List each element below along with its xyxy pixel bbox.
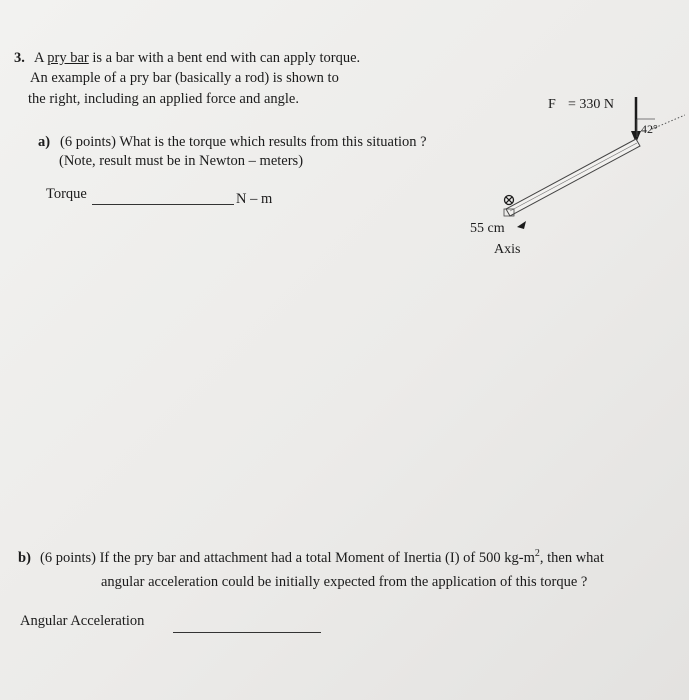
part-b-label: b) [18,550,31,566]
part-b-text-1-main: (6 points) If the pry bar and attachment had a total Moment of Inertia (I) of 500 kg-m [40,550,535,566]
torque-answer-unit: N – m [236,191,273,207]
angular-acceleration-label: Angular Acceleration [20,613,145,629]
part-a-label: a) [38,134,51,150]
torque-answer-blank[interactable] [92,204,234,205]
question-line-2: An example of a pry bar (basically a rod) is shown to [30,70,339,86]
question-number: 3. [14,50,25,66]
part-b-text-1-end: , then what [539,550,604,566]
pry-bar-centerline [510,143,637,211]
part-a-text-2: (Note, result must be in Newton – meters) [59,153,304,169]
force-label: F [548,97,556,112]
question-line-1-prefix: A [34,50,44,66]
angle-label: 42° [641,122,658,136]
part-b-exponent: 2 [534,548,540,560]
torque-answer-label: Torque [46,186,87,202]
angular-acceleration-blank[interactable] [173,632,321,633]
part-b-text-2: angular acceleration could be initially expected from the application of this torque ? [101,574,588,590]
axis-label: Axis [494,242,521,257]
question-line-1-rest: is a bar with a bent end with can apply torque. [92,50,361,66]
pry-bar-diagram [440,85,685,265]
part-a-text-1: (6 points) What is the torque which results from this situation ? [60,134,427,150]
part-b-text-1 [40,549,604,568]
length-label: 55 cm [470,221,505,236]
force-value: = 330 N [568,97,615,112]
length-arrowhead [517,221,526,229]
pry-bar-term: pry bar [47,50,89,66]
question-line-1 [34,49,360,68]
question-line-3: the right, including an applied force and angle. [28,91,299,107]
